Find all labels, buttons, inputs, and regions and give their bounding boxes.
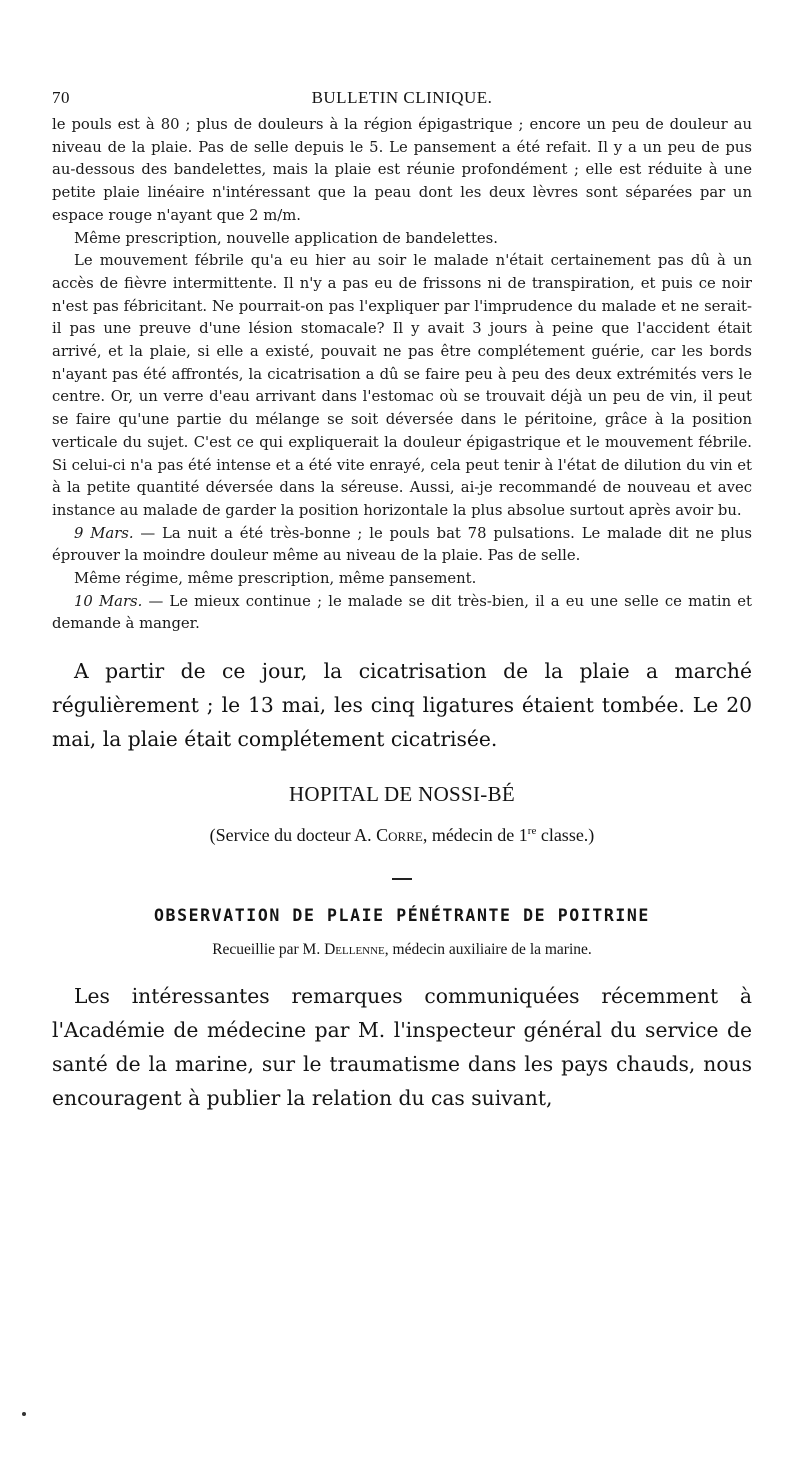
margin-mark (22, 1412, 26, 1416)
entry-10-mars (52, 591, 752, 636)
service-end: classe.) (536, 825, 595, 846)
collected-prefix: Recueillie par M. (212, 941, 325, 959)
paragraph-pulse: le pouls est à 80 ; plus de douleurs à la région épigastrique ; encore un peu de douleur au niveau de la plaie. Pas de selle depuis le 5. Le pansement a été refait. Il y a un peu de pus au-dessous des bandelettes, mais la plaie est réunie profondément ; elle est réduite à une petite plaie linéaire n'intéressant que la peau dont les deux lèvres sont séparées par un espace rouge n'ayant que 2 m/m. (52, 116, 752, 224)
paragraph-same-regime: Même régime, même prescription, même pansement. (74, 570, 477, 588)
paragraph-prescription: Même prescription, nouvelle application de bandelettes. (74, 229, 498, 247)
collector-name: Dellenne (324, 941, 385, 959)
service-superscript: re (527, 825, 537, 838)
entry-date: 9 Mars. (74, 524, 134, 542)
page-number: 70 (52, 88, 70, 107)
running-head (52, 88, 752, 114)
divider (392, 878, 412, 880)
service-line (52, 825, 752, 846)
service-prefix: (Service du docteur A. (209, 825, 377, 846)
case-notes (52, 114, 752, 636)
page (52, 88, 752, 1115)
service-suffix: , médecin de 1 (422, 825, 528, 846)
conclusion-text: A partir de ce jour, la cicatrisation de la plaie a marché régulièrement ; le 13 mai, les cinq ligatures étaient tombée. Le 20 mai, la plaie était complétement cicatrisée. (52, 659, 752, 752)
running-title: BULLETIN CLINIQUE. (311, 88, 493, 107)
introduction-text: Les intéressantes remarques communiquées récemment à l'Académie de médecine par M. l'inspecteur général du service de santé de la marine, sur le traumatisme dans les pays chauds, nous encouragent à publier la relation du cas suivant, (52, 984, 752, 1111)
entry-text: — La nuit a été très-bonne ; le pouls bat 78 pulsations. Le malade dit ne plus éprouver la moindre douleur même au niveau de la plaie. Pas de selle. (52, 524, 752, 565)
introduction (52, 979, 752, 1115)
collected-suffix: , médecin auxiliaire de la marine. (384, 941, 592, 959)
entry-text: — Le mieux continue ; le malade se dit très-bien, il a eu une selle ce matin et demande à manger. (52, 592, 752, 633)
doctor-name: Corre (376, 825, 423, 846)
collected-by (52, 941, 752, 959)
entry-9-mars (52, 523, 752, 568)
paragraph-fever-discussion: Le mouvement fébrile qu'a eu hier au soir le malade n'était certainement pas dû à un accès de fièvre intermittente. Il n'y a pas eu de frissons ni de transpiration, et puis ce noir n'est pas fébricitant. Ne pourrait-on pas l'expliquer par l'imprudence du malade et ne serait-il pas une preuve d'une lésion stomacale? Il y avait 3 jours à peine que l'accident était arrivé, et la plaie, si elle a existé, pouvait ne pas être complétement guérie, car les bords n'ayant pas été affrontés, la cicatrisation a dû se faire peu à peu des deux extrémités vers le centre. Or, un verre d'eau arrivant dans l'estomac où se trouvait déjà un peu de vin, il peut se faire qu'une partie du mélange se soit déversée dans le péritoine, grâce à la position verticale du sujet. C'est ce qui expliquerait la douleur épigastrique et le mouvement fébrile. Si celui-ci n'a pas été intense et a été vite enrayé, cela peut tenir à l'état de dilution du vin et à la petite quantité déversée dans la séreuse. Aussi, ai-je recommandé de nouveau et avec instance au malade de garder la position horizontale la plus absolue surtout après avoir bu. (52, 252, 752, 519)
entry-date: 10 Mars. (74, 592, 143, 610)
observation-title: OBSERVATION DE PLAIE PÉNÉTRANTE DE POITRINE (154, 906, 650, 926)
hospital-title: HOPITAL DE NOSSI-BÉ (288, 782, 516, 807)
conclusion (52, 654, 752, 756)
